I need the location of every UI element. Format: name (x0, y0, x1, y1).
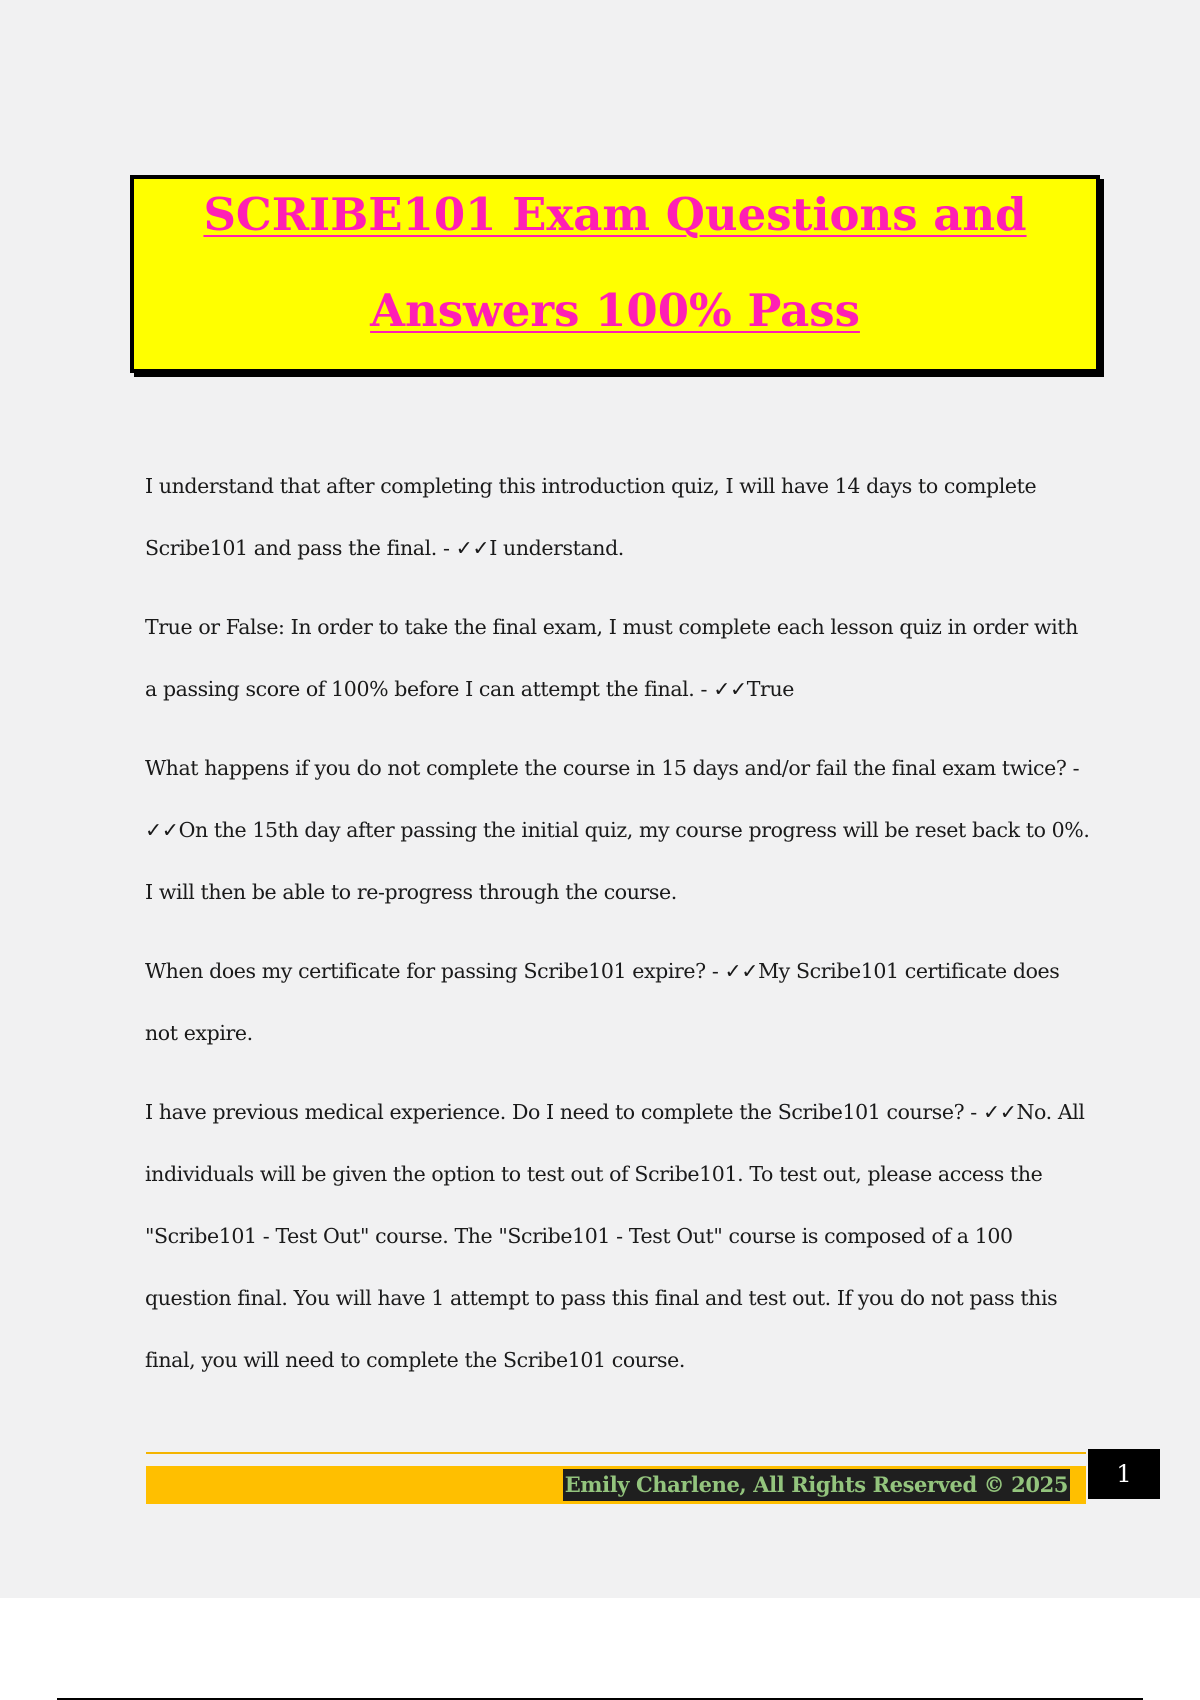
qa-item (145, 1081, 1095, 1391)
page-number: 1 (1088, 1449, 1160, 1499)
answer-separator: - (705, 959, 725, 983)
qa-item (145, 596, 1095, 720)
question-text: What happens if you do not complete the course in 15 days and/or fail the final exam twice? (145, 756, 1067, 780)
double-check-icon: ✓✓ (724, 959, 759, 983)
qa-list (145, 455, 1095, 1408)
answer-separator: - (964, 1100, 983, 1124)
answer-text: I understand. (489, 536, 624, 560)
double-check-icon: ✓✓ (713, 677, 747, 701)
footer-bar (146, 1466, 1086, 1504)
answer-text: On the 15th day after passing the initial quiz, my course progress will be reset back to 0%. I will then be able to re-progress through the course. (145, 818, 1090, 904)
answer-text: True (746, 677, 794, 701)
answer-separator: - (436, 536, 456, 560)
question-text: I have previous medical experience. Do I need to complete the Scribe101 course? (145, 1100, 965, 1124)
question-text: When does my certificate for passing Scribe101 expire? (145, 959, 706, 983)
qa-item (145, 455, 1095, 579)
footer-divider (146, 1452, 1086, 1454)
title-box (130, 175, 1100, 373)
answer-text: My Scribe101 certificate does not expire. (145, 959, 1060, 1045)
copyright-text: Emily Charlene, All Rights Reserved © 2025 (563, 1469, 1070, 1501)
title-line-1: SCRIBE101 Exam Questions and (203, 188, 1027, 241)
question-text: I understand that after completing this introduction quiz, I will have 14 days to complete Scribe101 and pass the final. (145, 474, 1037, 560)
double-check-icon: ✓✓ (982, 1100, 1017, 1124)
qa-item (145, 940, 1095, 1064)
question-text: True or False: In order to take the final exam, I must complete each lesson quiz in order with a passing score of 100% before I can attempt the final. (145, 615, 1078, 701)
title-line-2: Answers 100% Pass (370, 284, 860, 337)
answer-text: No. All individuals will be given the option to test out of Scribe101. To test out, please access the "Scribe101 - Test Out" course. The "Scribe101 - Test Out" course is composed of a 100 question final. You will have 1 attempt to pass this final and test out. If you do not pass this final, you will need to complete the Scribe101 course. (145, 1100, 1085, 1372)
qa-item (145, 737, 1095, 923)
answer-separator: - (1066, 756, 1080, 780)
answer-separator: - (694, 677, 714, 701)
double-check-icon: ✓✓ (455, 536, 490, 560)
double-check-icon: ✓✓ (145, 818, 179, 842)
